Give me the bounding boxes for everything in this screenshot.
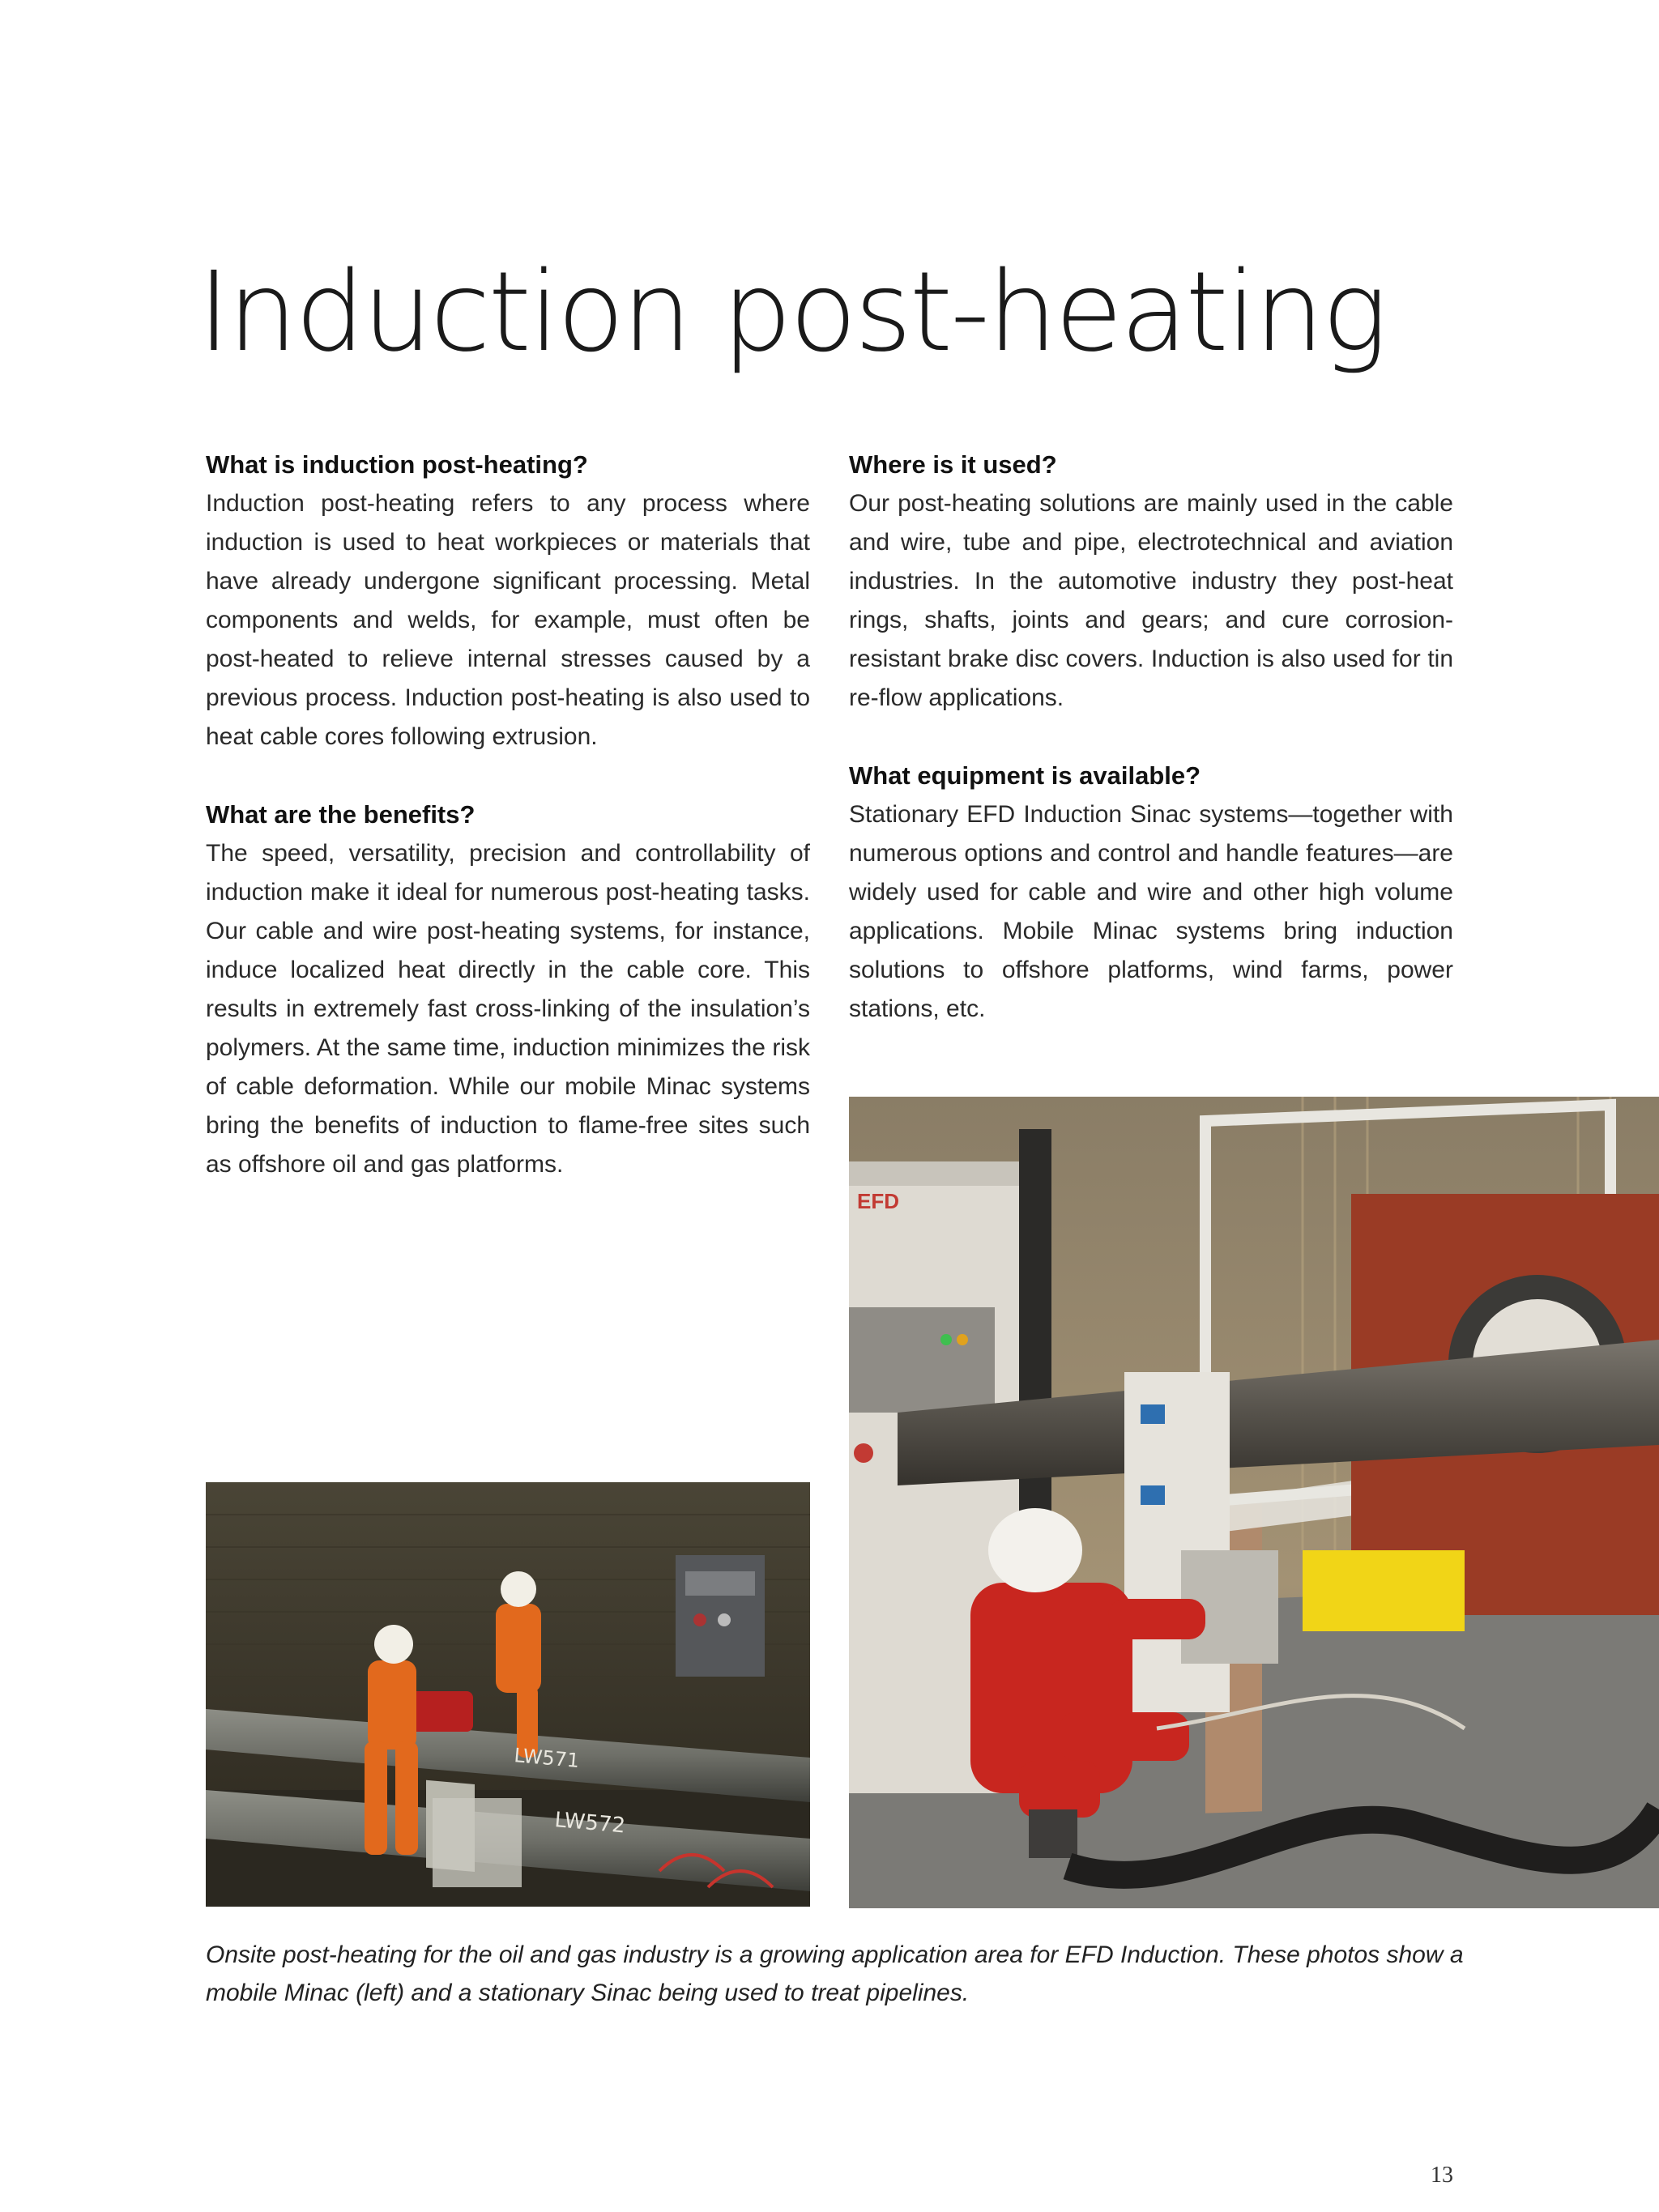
page-number: 13 (1431, 2163, 1453, 2188)
pipe-marking-upper: LW571 (513, 1744, 581, 1773)
section-benefits (206, 795, 810, 1184)
photo-sinac-illustration (849, 1097, 1659, 1908)
pipe-marking-lower: LW572 (553, 1808, 627, 1839)
photo-sinac-pipeline (849, 1097, 1659, 1908)
section-heading: What are the benefits? (206, 800, 476, 829)
photo-caption: Onsite post-heating for the oil and gas industry is a growing application area for EFD Induction. These photos show a mobile Minac (left) and a stationary Sinac being used to treat pipelines. (206, 1941, 1464, 2006)
page-title: Induction post-heating (198, 249, 1386, 377)
section-what-is (206, 445, 810, 757)
photo-minac-pipeline (206, 1482, 810, 1907)
section-heading: Where is it used? (849, 450, 1057, 479)
section-body: Our post-heating solutions are mainly used in the cable and wire, tube and pipe, electrotechnical and aviation industries. In the automotive industry they post-heat rings, shafts, joints and gears; and cure corrosion-resistant brake disc covers. Induction is also used for tin re-flow applications. (849, 490, 1453, 711)
section-body: The speed, versatility, precision and controllability of induction make it ideal for numerous post-heating tasks. Our cable and wire post-heating systems, for instance, induce localized heat directly in the cable core. This results in extremely fast cross-linking of the insulation’s polymers. At the same time, induction minimizes the risk of cable deformation. While our mobile Minac systems bring the benefits of induction to flame-free sites such as offshore oil and gas platforms. (206, 840, 810, 1178)
section-body: Stationary EFD Induction Sinac systems—together with numerous options and control and handle features—are widely used for cable and wire and other high volume applications. Mobile Minac systems bring induction solutions to offshore platforms, wind farms, power stations, etc. (849, 801, 1453, 1022)
left-column (206, 445, 810, 1223)
section-body: Induction post-heating refers to any process where induction is used to heat workpieces or materials that have already undergone significant processing. Metal components and welds, for example, must often be post-heated to relieve internal stresses caused by a previous process. Induction post-heating is also used to heat cable cores following extrusion. (206, 490, 810, 750)
section-equipment (849, 757, 1453, 1029)
photo-minac-illustration (206, 1482, 810, 1907)
section-where-used (849, 445, 1453, 718)
right-column (849, 445, 1453, 1068)
machine-badge: EFD (857, 1189, 899, 1213)
section-heading: What equipment is available? (849, 761, 1201, 790)
section-heading: What is induction post-heating? (206, 450, 588, 479)
